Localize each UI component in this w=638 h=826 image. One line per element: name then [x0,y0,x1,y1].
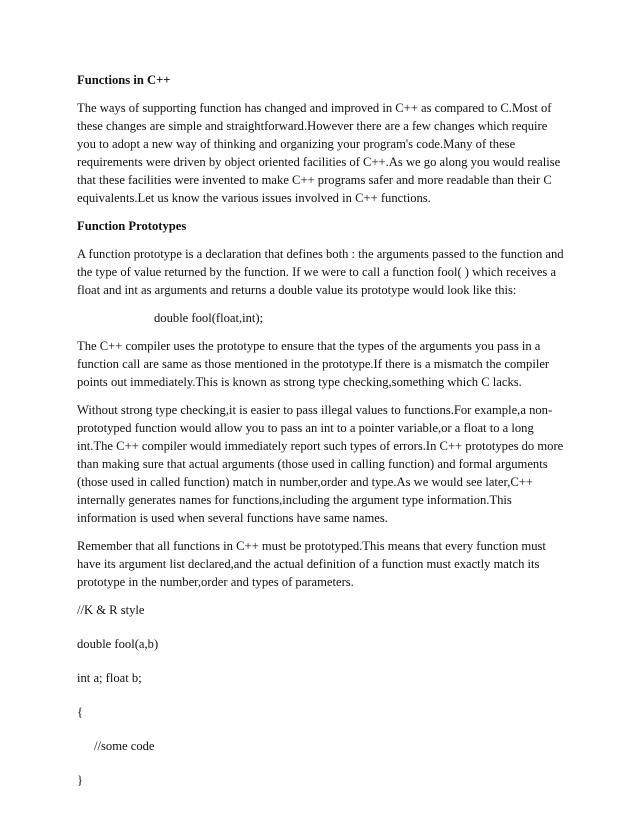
text-line: function call are same as those mentioned in the prototype.If there is a mismatch the compiler [77,357,550,371]
code-open-brace: { [77,705,84,719]
text-line: than making sure that actual arguments (those used in calling function) and formal arguments [77,457,548,471]
text-line: prototype in the number,order and types of parameters. [77,575,354,589]
code-signature: double fool(a,b) [77,637,159,651]
text-line: that these facilities were invented to make C++ programs safer and more readable than their C [77,173,552,187]
prototype-definition-paragraph [77,245,563,299]
text-line: equivalents.Let us know the various issues involved in C++ functions. [77,191,431,205]
text-line: you to adopt a new way of thinking and organizing your program's code.Many of these [77,137,516,151]
section-heading-prototypes: Function Prototypes [77,219,187,233]
text-line: int.The C++ compiler would immediately report such types of errors.In C++ prototypes do more [77,439,564,453]
text-line: The ways of supporting function has changed and improved in C++ as compared to C.Most of [77,101,552,115]
code-comment: //K & R style [77,603,145,617]
prototype-example: double fool(float,int); [154,311,264,325]
intro-paragraph [77,99,563,207]
text-line: Remember that all functions in C++ must be prototyped.This means that every function must [77,539,546,553]
section-heading-functions: Functions in C++ [77,73,171,87]
text-line: information is used when several functions have same names. [77,511,388,525]
text-line: A function prototype is a declaration that defines both : the arguments passed to the function and [77,247,564,261]
text-line: internally generates names for functions,including the argument type information.This [77,493,512,507]
text-line: (those used in called function) match in number,order and type.As we would see later,C++ [77,475,533,489]
text-line: float and int as arguments and returns a double value its prototype would look like this: [77,283,517,297]
code-close-brace: } [77,773,84,787]
prototyped-requirement-paragraph [77,537,563,591]
text-line: these changes are simple and straightforward.However there are a few changes which require [77,119,548,133]
text-line: The C++ compiler uses the prototype to ensure that the types of the arguments you pass in a [77,339,541,353]
code-params: int a; float b; [77,671,142,685]
text-line: requirements were driven by object oriented facilities of C++.As we go along you would realise [77,155,561,169]
text-line: points out immediately.This is known as strong type checking,something which C lacks. [77,375,522,389]
code-block [77,601,563,789]
text-line: prototyped function would allow you to pass an int to a pointer variable,or a float to a long [77,421,534,435]
compiler-check-paragraph [77,337,563,391]
document-body [77,71,563,805]
text-line: have its argument list declared,and the actual definition of a function must exactly match its [77,557,540,571]
code-body-comment: //some code [94,739,155,753]
type-checking-paragraph [77,401,563,527]
text-line: Without strong type checking,it is easier to pass illegal values to functions.For example,a non- [77,403,553,417]
text-line: the type of value returned by the function. If we were to call a function fool( ) which receives a [77,265,557,279]
